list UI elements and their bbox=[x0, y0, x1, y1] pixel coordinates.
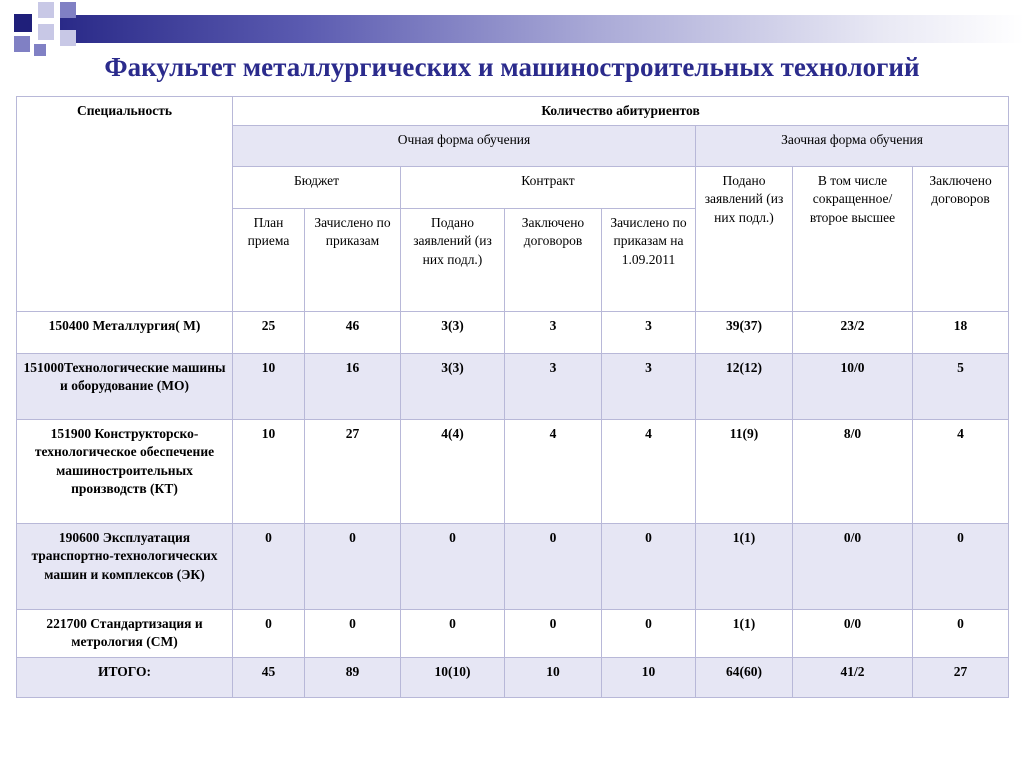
cell: 3(3) bbox=[401, 354, 505, 420]
cell: 4(4) bbox=[401, 420, 505, 524]
row-specialty: 151000Технологические машины и оборудование (МО) bbox=[17, 354, 233, 420]
cell: 23/2 bbox=[793, 312, 913, 354]
table-row bbox=[17, 610, 1009, 658]
cell: 0 bbox=[233, 524, 305, 610]
cell: 89 bbox=[305, 658, 401, 698]
cell: 5 bbox=[913, 354, 1009, 420]
cell: 3(3) bbox=[401, 312, 505, 354]
cell: 0 bbox=[305, 524, 401, 610]
header-enrolled: Зачислено по приказам bbox=[305, 209, 401, 312]
cell: 12(12) bbox=[696, 354, 793, 420]
decor-square bbox=[14, 14, 32, 32]
header-budget: Бюджет bbox=[233, 167, 401, 209]
cell: 0 bbox=[602, 610, 696, 658]
table-row bbox=[17, 312, 1009, 354]
header-plan: План приема bbox=[233, 209, 305, 312]
cell: 10 bbox=[602, 658, 696, 698]
cell: 4 bbox=[505, 420, 602, 524]
cell: 0 bbox=[401, 610, 505, 658]
cell: 39(37) bbox=[696, 312, 793, 354]
header-enrolled-date: Зачислено по приказам на 1.09.2011 bbox=[602, 209, 696, 312]
cell: 41/2 bbox=[793, 658, 913, 698]
cell: 0 bbox=[233, 610, 305, 658]
decor-square bbox=[38, 24, 54, 40]
cell: 27 bbox=[305, 420, 401, 524]
table-row bbox=[17, 420, 1009, 524]
cell: 16 bbox=[305, 354, 401, 420]
cell: 45 bbox=[233, 658, 305, 698]
table-row bbox=[17, 354, 1009, 420]
table-row bbox=[17, 524, 1009, 610]
header-part-applied: Подано заявлений (из них подл.) bbox=[696, 167, 793, 312]
page-title: Факультет металлургических и машиностроительных технологий bbox=[104, 52, 920, 82]
row-specialty: 190600 Эксплуатация транспортно-технологических машин и комплексов (ЭК) bbox=[17, 524, 233, 610]
cell: 11(9) bbox=[696, 420, 793, 524]
header-contracts: Заключено договоров bbox=[505, 209, 602, 312]
row-specialty: 221700 Стандартизация и метрология (СМ) bbox=[17, 610, 233, 658]
header-applied: Подано заявлений (из них подл.) bbox=[401, 209, 505, 312]
row-specialty: 150400 Металлургия( М) bbox=[17, 312, 233, 354]
header-part-incl: В том числе сокращенное/ второе высшее bbox=[793, 167, 913, 312]
cell: 10 bbox=[233, 420, 305, 524]
cell: 64(60) bbox=[696, 658, 793, 698]
cell: 0 bbox=[602, 524, 696, 610]
cell: 0 bbox=[401, 524, 505, 610]
cell: 0 bbox=[505, 524, 602, 610]
decor-square bbox=[14, 36, 30, 52]
applicants-table bbox=[16, 96, 1009, 698]
header-applicants-count: Количество абитуриентов bbox=[233, 97, 1009, 126]
cell: 0/0 bbox=[793, 524, 913, 610]
cell: 3 bbox=[505, 354, 602, 420]
header-full-time: Очная форма обучения bbox=[233, 126, 696, 167]
cell: 1(1) bbox=[696, 524, 793, 610]
cell: 3 bbox=[505, 312, 602, 354]
cell: 3 bbox=[602, 312, 696, 354]
cell: 4 bbox=[913, 420, 1009, 524]
total-row bbox=[17, 658, 1009, 698]
header-decor-band bbox=[60, 15, 1024, 43]
cell: 0 bbox=[505, 610, 602, 658]
cell: 46 bbox=[305, 312, 401, 354]
decor-square bbox=[60, 2, 76, 18]
header-part-contracts: Заключено договоров bbox=[913, 167, 1009, 312]
header-part-time: Заочная форма обучения bbox=[696, 126, 1009, 167]
header-contract: Контракт bbox=[401, 167, 696, 209]
cell: 25 bbox=[233, 312, 305, 354]
cell: 0/0 bbox=[793, 610, 913, 658]
cell: 0 bbox=[913, 610, 1009, 658]
cell: 27 bbox=[913, 658, 1009, 698]
decor-square bbox=[60, 30, 76, 46]
decor-square bbox=[38, 2, 54, 18]
row-specialty: 151900 Конструкторско-технологическое обеспечение машиностроительных производств (КТ) bbox=[17, 420, 233, 524]
cell: 10(10) bbox=[401, 658, 505, 698]
cell: 10 bbox=[505, 658, 602, 698]
cell: 3 bbox=[602, 354, 696, 420]
cell: 18 bbox=[913, 312, 1009, 354]
header-specialty: Специальность bbox=[17, 97, 233, 312]
cell: 1(1) bbox=[696, 610, 793, 658]
cell: 8/0 bbox=[793, 420, 913, 524]
total-label: ИТОГО: bbox=[17, 658, 233, 698]
cell: 0 bbox=[913, 524, 1009, 610]
cell: 10/0 bbox=[793, 354, 913, 420]
cell: 10 bbox=[233, 354, 305, 420]
cell: 0 bbox=[305, 610, 401, 658]
cell: 4 bbox=[602, 420, 696, 524]
